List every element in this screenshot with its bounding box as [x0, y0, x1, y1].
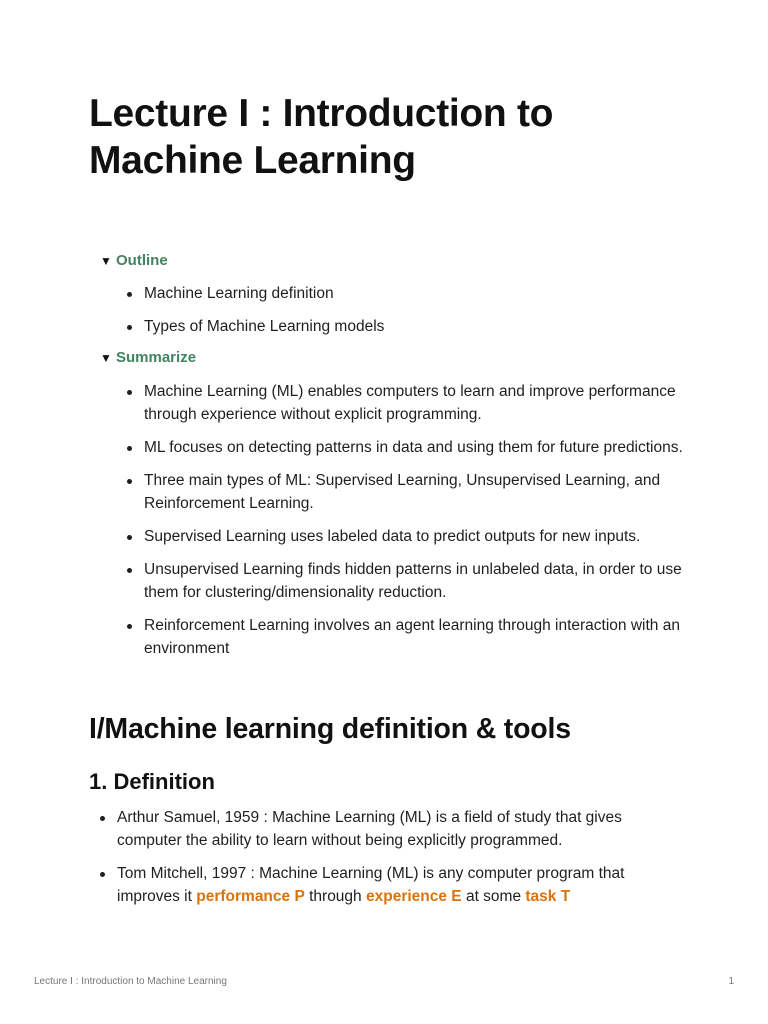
subsection-heading: 1. Definition	[89, 769, 215, 794]
summarize-list	[144, 380, 684, 660]
list-item: Types of Machine Learning models	[144, 315, 684, 338]
page-number: 1	[728, 976, 734, 987]
outline-toggle-label[interactable]: Outline	[116, 252, 168, 269]
list-item	[117, 862, 677, 908]
highlight-task: task T	[525, 888, 571, 905]
definition-text: at some	[461, 888, 526, 905]
definition-list	[117, 806, 677, 908]
outline-list	[144, 282, 684, 338]
list-item: Unsupervised Learning finds hidden patterns in unlabeled data, in order to use them for clustering/dimensionality reduction.	[144, 558, 684, 604]
definition-text: Tom Mitchell, 1997 : Machine Learning (ML) is any computer program that improves it	[117, 865, 625, 905]
list-item: Three main types of ML: Supervised Learning, Unsupervised Learning, and Reinforcement Learning.	[144, 469, 684, 515]
list-item: Machine Learning (ML) enables computers to learn and improve performance through experience without explicit programming.	[144, 380, 684, 426]
list-item: Reinforcement Learning involves an agent learning through interaction with an environment	[144, 614, 684, 660]
highlight-experience: experience E	[365, 888, 462, 905]
page-title: Lecture I : Introduction to Machine Learning	[89, 92, 554, 182]
outline-toggle[interactable]	[100, 250, 168, 272]
footer-title: Lecture I : Introduction to Machine Learning	[34, 976, 227, 987]
triangle-down-icon[interactable]: ▼	[100, 351, 112, 365]
highlight-performance: performance P	[196, 888, 305, 905]
summarize-toggle[interactable]	[100, 347, 196, 369]
list-item: Supervised Learning uses labeled data to predict outputs for new inputs.	[144, 525, 684, 548]
summarize-toggle-label[interactable]: Summarize	[116, 349, 197, 366]
section-heading: I/Machine learning definition & tools	[89, 713, 571, 745]
triangle-down-icon[interactable]: ▼	[100, 254, 112, 268]
definition-text: through	[304, 888, 366, 905]
list-item: Machine Learning definition	[144, 282, 684, 305]
list-item: Arthur Samuel, 1959 : Machine Learning (ML) is a field of study that gives computer the ability to learn without being explicitly programmed.	[117, 806, 677, 852]
list-item: ML focuses on detecting patterns in data and using them for future predictions.	[144, 436, 684, 459]
